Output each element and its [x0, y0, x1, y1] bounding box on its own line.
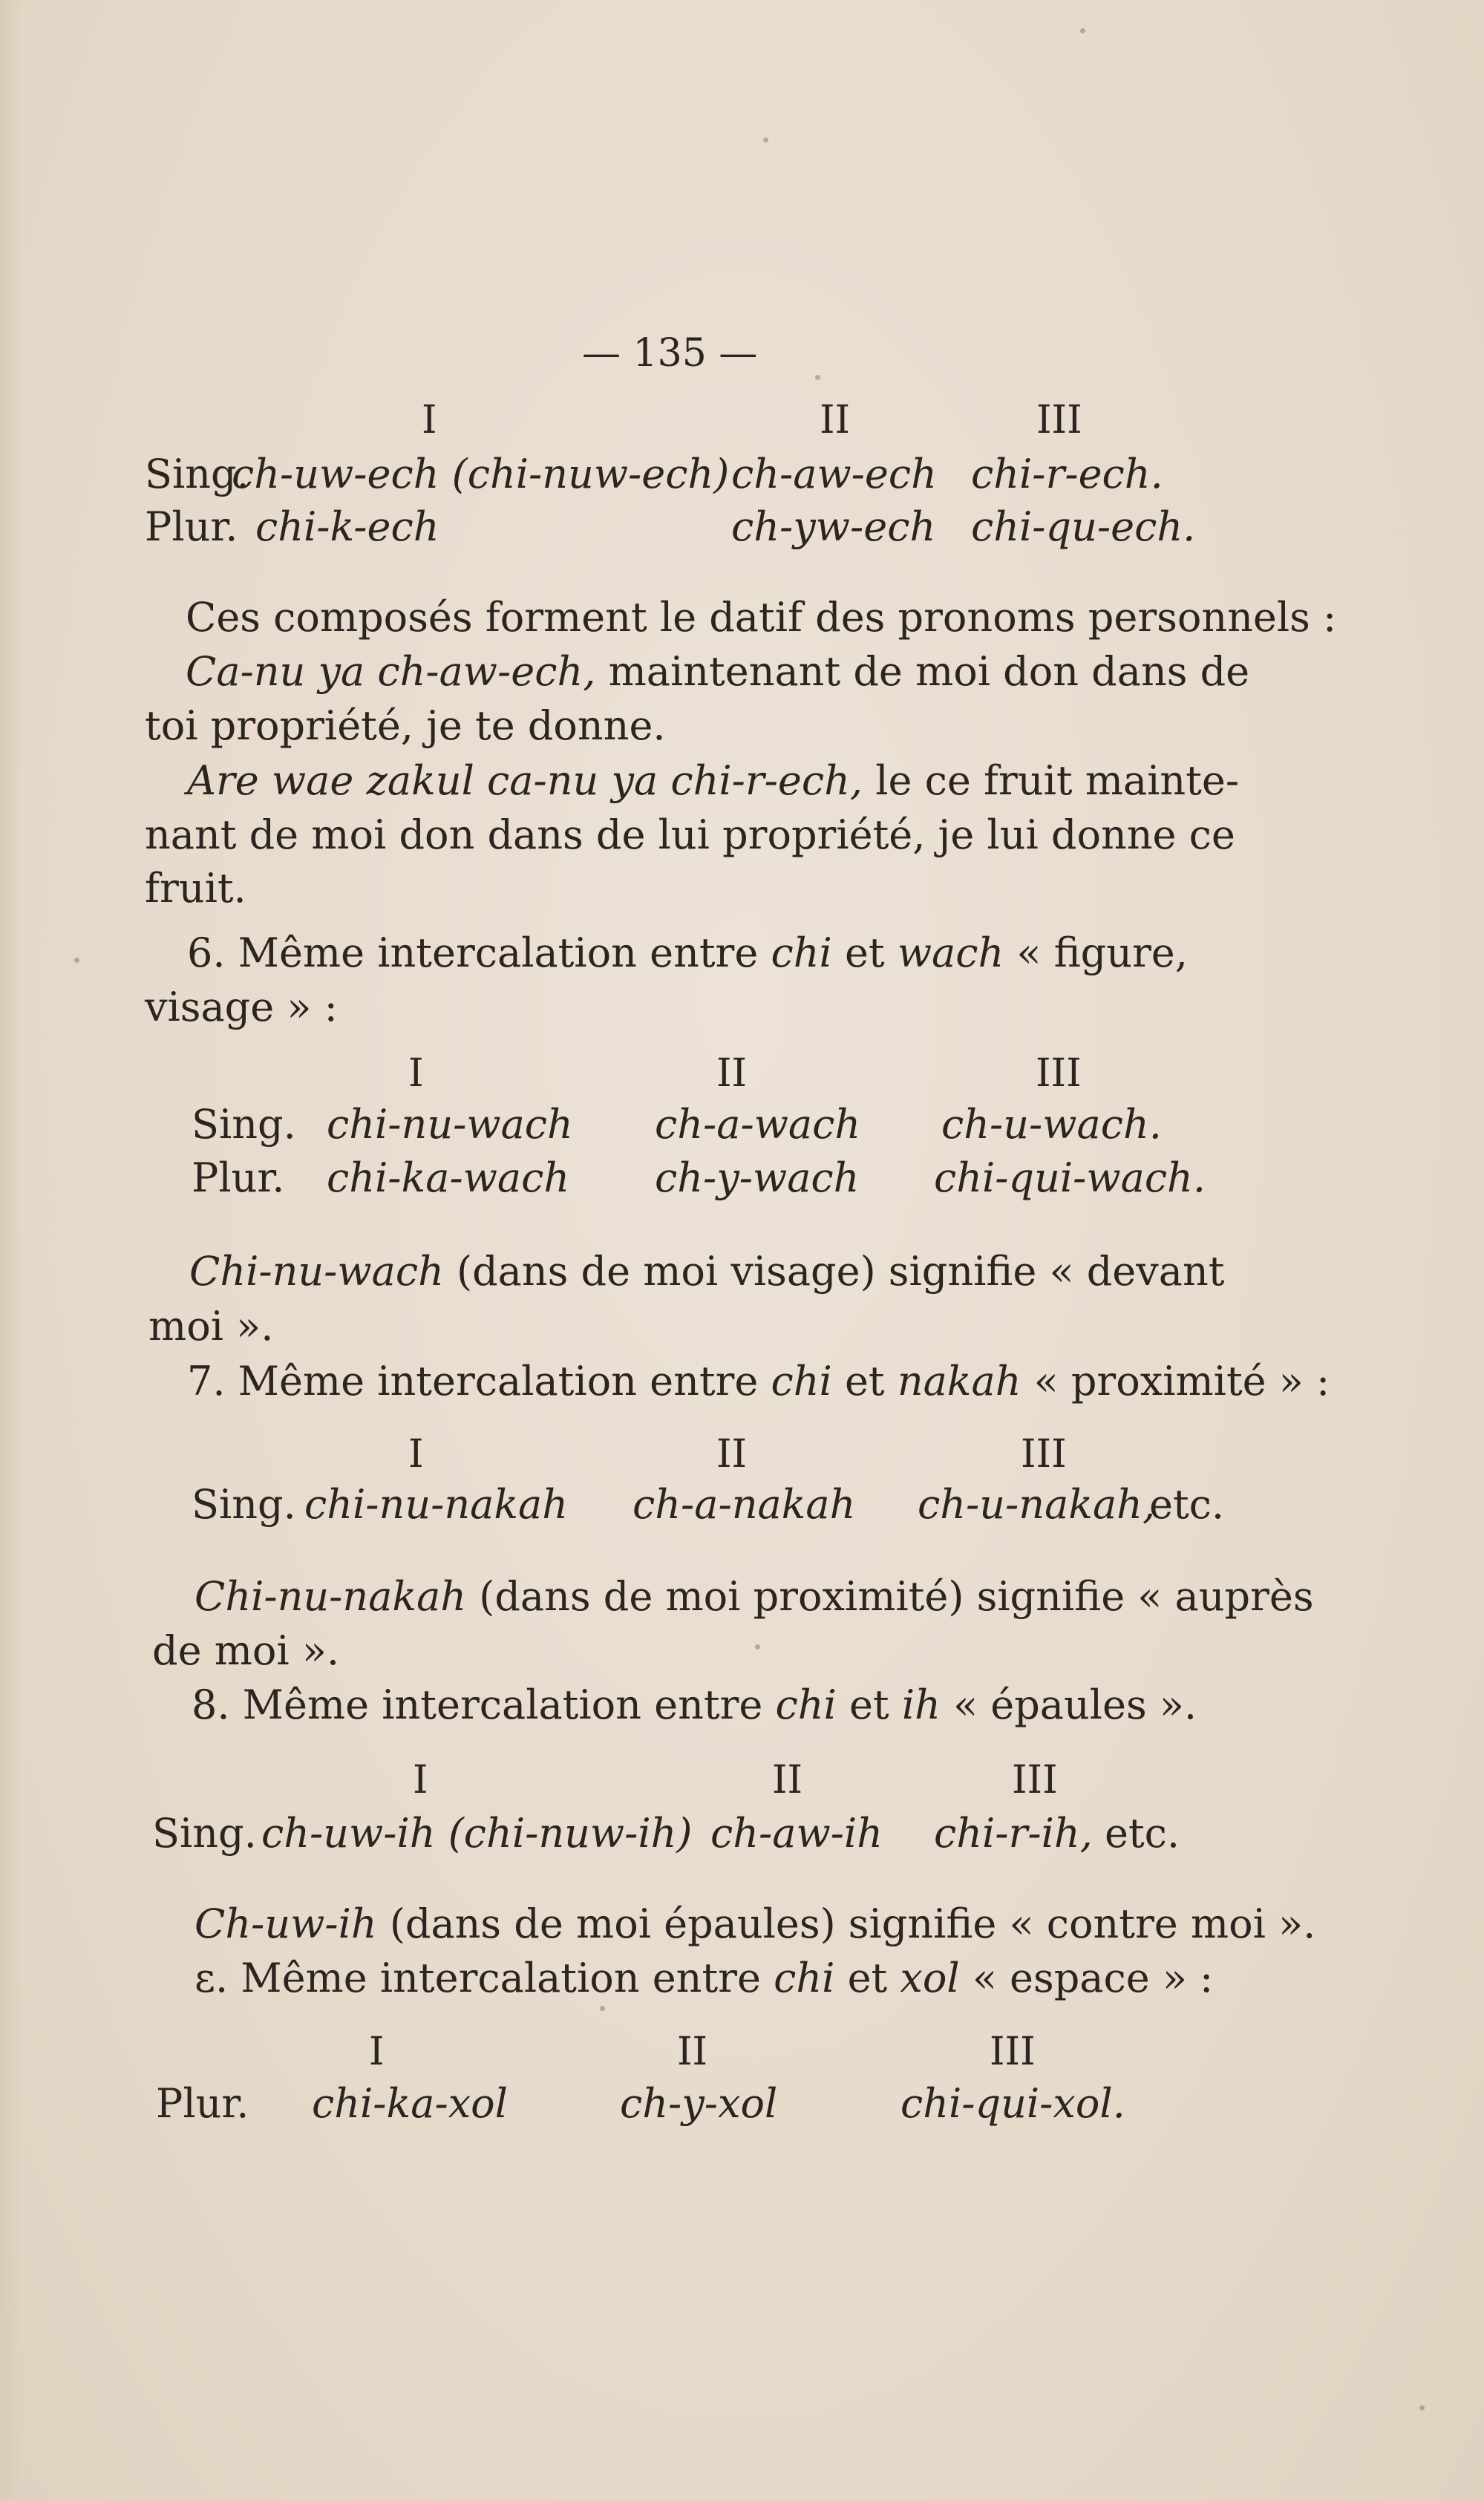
table-cell: chi-k-ech: [255, 503, 439, 550]
example-phrase: Chi-nu-nakah: [195, 1573, 467, 1620]
column-header-3: III: [1036, 1051, 1082, 1096]
section-heading: [195, 1955, 1214, 2001]
gloss: « épaules ».: [953, 1681, 1197, 1728]
table-cell: ch-uw-ih (chi-nuw-ih): [261, 1810, 693, 1857]
table-cell: ch-aw-ih: [710, 1810, 883, 1857]
conjunction: et: [844, 1358, 885, 1405]
text-line: toi propriété, je te donne.: [145, 702, 666, 749]
table-etc: etc.: [1149, 1481, 1225, 1528]
term: chi: [771, 929, 832, 976]
paper-speck: [1419, 2405, 1425, 2410]
table-cell: ch-y-wach: [655, 1154, 860, 1201]
example-gloss: maintenant de moi don dans de: [608, 648, 1250, 695]
column-header-2: II: [716, 1051, 748, 1096]
column-header-1: I: [369, 2030, 385, 2074]
column-header-3: III: [1036, 398, 1082, 442]
example-phrase: Ca-nu ya ch-aw-ech,: [186, 648, 596, 695]
paper-speck: [1080, 28, 1085, 33]
gloss: « proximité » :: [1033, 1358, 1330, 1405]
heading-prefix: ε. Même intercalation entre: [195, 1955, 761, 2001]
text-line: [189, 1248, 1225, 1295]
column-header-1: I: [422, 398, 437, 442]
conjunction: et: [844, 929, 885, 976]
table-etc: etc.: [1105, 1810, 1180, 1857]
column-header-2: II: [677, 2030, 708, 2074]
table-cell: ch-a-nakah: [633, 1481, 856, 1528]
paper-speck: [763, 137, 768, 143]
table-cell: chi-r-ih,: [934, 1810, 1093, 1857]
row-label: Plur.: [156, 2080, 249, 2127]
table-cell: ch-a-wach: [655, 1101, 861, 1148]
paper-speck: [600, 2006, 605, 2011]
text-line: [187, 757, 1240, 804]
example-phrase: Chi-nu-wach: [189, 1248, 444, 1295]
table-cell: chi-qui-xol.: [900, 2080, 1125, 2127]
term: chi: [771, 1358, 832, 1405]
conjunction: et: [847, 1955, 888, 2001]
conjunction: et: [849, 1681, 889, 1728]
column-header-3: III: [990, 2030, 1036, 2074]
table-cell: chi-qu-ech.: [971, 503, 1196, 550]
example-gloss: (dans de moi proximité) signifie « auprès: [479, 1573, 1314, 1620]
table-cell: ch-uw-ech (chi-nuw-ech): [232, 451, 730, 497]
column-header-3: III: [1012, 1758, 1058, 1802]
column-header-2: II: [820, 398, 851, 442]
section-heading: [192, 1681, 1197, 1728]
heading-prefix: 8. Même intercalation entre: [192, 1681, 763, 1728]
table-cell: ch-yw-ech: [731, 503, 936, 550]
page-fold-shadow: [0, 0, 22, 2501]
paper-speck: [755, 1644, 760, 1650]
page-number: — 135 —: [582, 331, 758, 376]
section-heading: [187, 929, 1188, 976]
table-cell: chi-ka-wach: [327, 1154, 570, 1201]
column-header-2: II: [772, 1758, 803, 1802]
column-header-2: II: [716, 1432, 748, 1477]
column-header-1: I: [413, 1758, 428, 1802]
section-heading: [187, 1358, 1330, 1405]
gloss: « espace » :: [972, 1955, 1214, 2001]
gloss: « figure,: [1016, 929, 1188, 976]
column-header-1: I: [408, 1051, 424, 1096]
text-line: Ces composés forment le datif des pronoms personnels :: [186, 594, 1337, 641]
heading-prefix: 6. Même intercalation entre: [187, 929, 759, 976]
term: chi: [774, 1955, 835, 2001]
table-cell: chi-ka-xol: [312, 2080, 508, 2127]
row-label: Plur.: [192, 1154, 285, 1201]
text-line: visage » :: [145, 984, 338, 1030]
column-header-3: III: [1021, 1432, 1067, 1477]
text-line: de moi ».: [152, 1627, 340, 1674]
term: chi: [775, 1681, 837, 1728]
example-gloss: le ce fruit mainte-: [875, 757, 1240, 804]
row-label: Sing.: [145, 451, 249, 497]
row-label: Plur.: [145, 503, 238, 550]
row-label: Sing.: [192, 1481, 296, 1528]
term: nakah: [897, 1358, 1022, 1405]
term: xol: [900, 1955, 960, 2001]
text-line: [195, 1573, 1314, 1620]
heading-prefix: 7. Même intercalation entre: [187, 1358, 759, 1405]
example-phrase: Are wae zakul ca-nu ya chi-r-ech,: [187, 757, 863, 804]
text-line: [195, 1900, 1316, 1947]
term: wach: [897, 929, 1004, 976]
example-gloss: (dans de moi visage) signifie « devant: [457, 1248, 1225, 1295]
text-line: nant de moi don dans de lui propriété, je lui donne ce: [145, 811, 1235, 858]
paper-speck: [74, 958, 79, 963]
row-label: Sing.: [152, 1810, 257, 1857]
table-cell: chi-qui-wach.: [934, 1154, 1206, 1201]
table-cell: chi-r-ech.: [971, 451, 1163, 497]
table-cell: ch-u-nakah,: [918, 1481, 1156, 1528]
table-cell: ch-aw-ech: [731, 451, 937, 497]
example-phrase: Ch-uw-ih: [195, 1900, 377, 1947]
table-cell: ch-y-xol: [620, 2080, 778, 2127]
term: ih: [901, 1681, 941, 1728]
text-line: [186, 648, 1250, 695]
row-label: Sing.: [192, 1101, 296, 1148]
paper-speck: [815, 375, 820, 380]
text-line: fruit.: [145, 865, 246, 912]
table-cell: chi-nu-nakah: [304, 1481, 569, 1528]
column-header-1: I: [408, 1432, 424, 1477]
text-line: moi ».: [148, 1303, 274, 1350]
example-gloss: (dans de moi épaules) signifie « contre moi ».: [389, 1900, 1316, 1947]
table-cell: chi-nu-wach: [327, 1101, 573, 1148]
table-cell: ch-u-wach.: [941, 1101, 1162, 1148]
